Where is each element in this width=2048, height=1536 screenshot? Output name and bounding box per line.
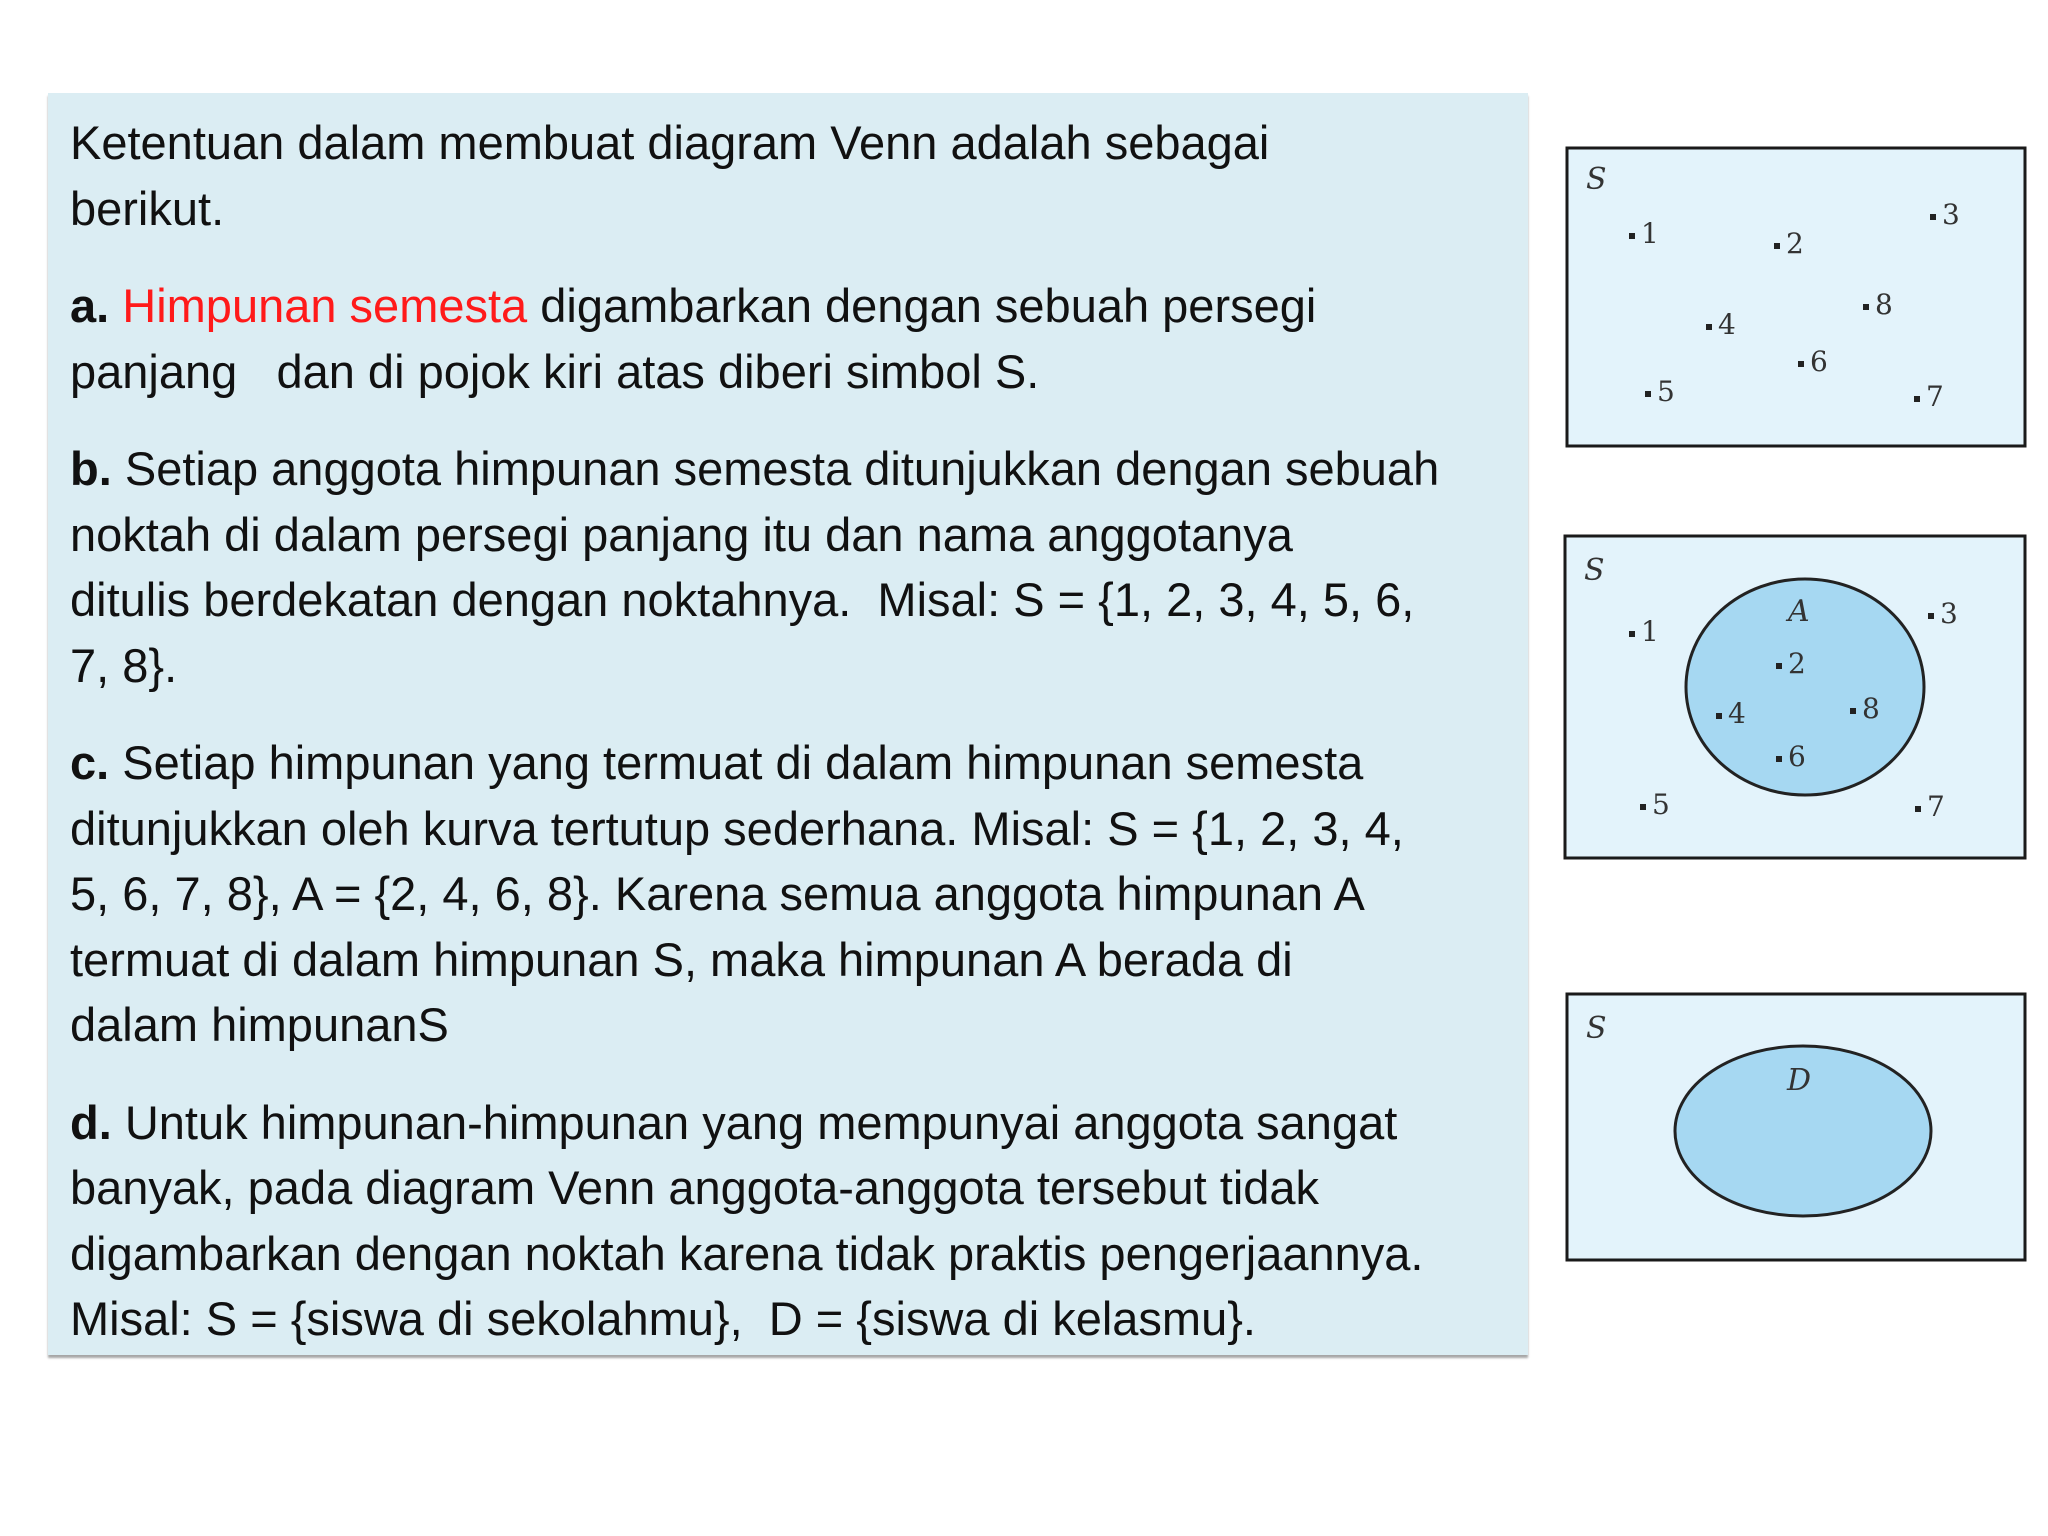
- element-dot: [1776, 663, 1782, 669]
- element-label: 2: [1786, 227, 1804, 260]
- element-dot: [1706, 324, 1712, 330]
- element-label: 6: [1788, 740, 1806, 773]
- set-a-label: A: [1788, 594, 1810, 629]
- intro-paragraph: [70, 110, 1506, 241]
- element-label: 5: [1652, 788, 1670, 821]
- element-label: 1: [1641, 217, 1659, 250]
- intro-line-1: Ketentuan dalam membuat diagram Venn adalah sebagai: [70, 116, 1270, 169]
- element-dot: [1914, 396, 1920, 402]
- rule-a-highlight: Himpunan semesta: [122, 279, 528, 332]
- venn-diagram-subset: [1563, 534, 2027, 860]
- element-label: 3: [1940, 597, 1958, 630]
- element-label: 5: [1657, 375, 1675, 408]
- rule-c-line-5: dalam himpunanS: [70, 998, 449, 1051]
- element-label: 2: [1788, 647, 1806, 680]
- element-dot: [1928, 613, 1934, 619]
- rule-d-line-2: banyak, pada diagram Venn anggota-anggota tersebut tidak: [70, 1161, 1320, 1214]
- element-label: 3: [1942, 198, 1960, 231]
- universal-set-label: S: [1586, 1011, 1607, 1046]
- rules-panel: [48, 93, 1528, 1355]
- element-dot: [1850, 708, 1856, 714]
- element-dot: [1774, 243, 1780, 249]
- rule-c-line-4: termuat di dalam himpunan S, maka himpunan A berada di: [70, 932, 1293, 986]
- element-dot: [1863, 304, 1869, 310]
- rule-c-line-2: ditunjukkan oleh kurva tertutup sederhana. Misal: S = {1, 2, 3, 4,: [70, 801, 1404, 855]
- set-d-label: D: [1787, 1063, 1812, 1098]
- element-label: 8: [1862, 692, 1880, 725]
- rule-a-line-1: digambarkan dengan sebuah persegi: [527, 279, 1317, 332]
- rule-a-line-2: panjang dan di pojok kiri atas diberi simbol S.: [70, 344, 1040, 398]
- rule-b-line-2: noktah di dalam persegi panjang itu dan nama anggotanya: [70, 507, 1293, 561]
- rule-c-label: c.: [70, 736, 110, 789]
- element-dot: [1915, 806, 1921, 812]
- element-dot: [1629, 233, 1635, 239]
- rule-b-paragraph: [70, 436, 1506, 698]
- element-dot: [1645, 391, 1651, 397]
- element-label: 1: [1641, 615, 1659, 648]
- universal-set-rectangle: [1567, 148, 2025, 446]
- element-dot: [1716, 713, 1722, 719]
- element-label: 6: [1810, 345, 1828, 378]
- rule-b-line-1: Setiap anggota himpunan semesta ditunjukkan dengan sebuah: [111, 442, 1440, 495]
- element-dot: [1629, 631, 1635, 637]
- rule-d-paragraph: [70, 1090, 1506, 1352]
- venn-diagram-large-set: [1565, 992, 2027, 1262]
- element-dot: [1798, 361, 1804, 367]
- universal-set-label: S: [1586, 162, 1607, 197]
- element-label: 7: [1927, 790, 1945, 823]
- rule-a-label: a.: [70, 279, 110, 332]
- element-dot: [1930, 214, 1936, 220]
- rule-c-paragraph: [70, 730, 1506, 1058]
- element-dot: [1640, 804, 1646, 810]
- rule-d-line-1: Untuk himpunan-himpunan yang mempunyai anggota sangat: [111, 1095, 1398, 1149]
- rule-b-label: b.: [70, 442, 112, 495]
- element-label: 7: [1926, 380, 1944, 413]
- element-label: 4: [1728, 697, 1746, 730]
- rule-d-line-3: digambarkan dengan noktah karena tidak praktis pengerjaannya.: [70, 1226, 1424, 1280]
- element-label: 8: [1875, 288, 1893, 321]
- rule-b-line-3: ditulis berdekatan dengan noktahnya. Misal: S = {1, 2, 3, 4, 5, 6,: [70, 573, 1415, 626]
- rule-d-line-4: Misal: S = {siswa di sekolahmu}, D = {siswa di kelasmu}.: [70, 1292, 1256, 1345]
- rule-d-label: d.: [70, 1095, 112, 1149]
- element-label: 4: [1718, 308, 1736, 341]
- universal-set-label: S: [1584, 553, 1605, 588]
- rule-c-line-1: Setiap himpunan yang termuat di dalam himpunan semesta: [109, 736, 1364, 789]
- rule-b-line-4: 7, 8}.: [70, 638, 178, 692]
- rule-a-paragraph: [70, 273, 1506, 404]
- intro-line-2: berikut.: [70, 181, 225, 235]
- venn-diagram-universal: [1565, 146, 2027, 448]
- rule-c-line-3: 5, 6, 7, 8}, A = {2, 4, 6, 8}. Karena semua anggota himpunan A: [70, 867, 1365, 920]
- element-dot: [1776, 756, 1782, 762]
